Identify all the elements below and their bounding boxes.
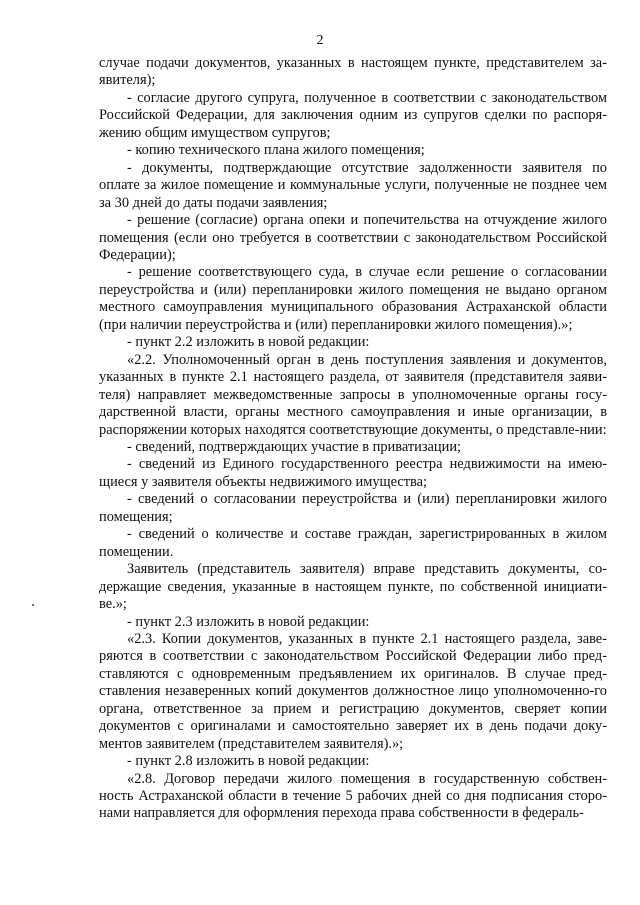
list-item-technical-plan: - копию технического плана жилого помещения; (127, 142, 425, 159)
list-item-redevelopment-approval: - сведений о согласовании переустройства и (или) перепланировки жилого помещения; (99, 491, 607, 525)
amendment-heading-2-3: - пункт 2.3 изложить в новой редакции: (127, 613, 370, 630)
amendment-heading-2-2: - пункт 2.2 изложить в новой редакции: (127, 334, 370, 351)
clause-2-8: «2.8. Договор передачи жилого помещения в государственную собствен-ность Астраханской области в течение 5 рабочих дней со дня подписания сторо-нами направляется для оформления перехода права собственности в федераль- (99, 770, 607, 822)
scan-speck (32, 604, 34, 606)
list-item-spouse-consent: - согласие другого супруга, полученное в соответствии с законодательством Российской Федерации, для заключения одним из супругов сделки по распоря-жению общим имуществом супругов; (99, 89, 607, 141)
list-item-guardianship-decision: - решение (согласие) органа опеки и попечительства на отчуждение жилого помещения (если оно требуется в соответствии с законодательством Российской Федерации); (99, 212, 607, 263)
list-item-real-estate-registry: - сведений из Единого государственного реестра недвижимости на имею-щиеся у заявителя объекты недвижимого имущества; (99, 456, 607, 490)
list-item-court-decision: - решение соответствующего суда, в случае если решение о согласовании переустройства и (или) перепланировки жилого помещения не выдано органом местного самоуправления муниципального образования Астраханской области (при наличии переустройства и (или) перепланировки жилого помещения).»; (99, 264, 607, 333)
list-item-privatization: - сведений, подтверждающих участие в приватизации; (127, 438, 462, 455)
applicant-right-paragraph: Заявитель (представитель заявителя) вправе представить документы, со-держащие сведения, указанные в настоящем пункте, по собственной инициати-ве.»; (99, 561, 607, 613)
clause-2-2: «2.2. Уполномоченный орган в день поступления заявления и документов, указанных в пункте 2.1 настоящего раздела, от заявителя (представителя заяви-теля) направляет межведомственные запросы в уполномоченные органы госу-дарственной власти, органы местного самоуправления и иные организации, в распоряжении которых находятся соответствующие документы, о представле-нии: (99, 351, 607, 438)
page-number: 2 (316, 33, 324, 48)
list-item-no-debt-documents: - документы, подтверждающие отсутствие задолженности заявителя по оплате за жилое помещение и коммунальные услуги, полученные не позднее чем за 30 дней до даты подачи заявления; (99, 159, 607, 211)
clause-2-3: «2.3. Копии документов, указанных в пункте 2.1 настоящего раздела, заве-ряются в соответствии с законодательством Российской Федерации либо пред-ставляются с одновременным предъявлением их оригиналов. В случае пред-ставления незаверенных копий документов должностное лицо уполномоченно-го органа, ответственное за прием и регистрацию документов, сверяет копии документов с оригиналами и самостоятельно заверяет их в день подачи доку-ментов заявителем (представителем заявителя).»; (99, 630, 607, 752)
document-body (99, 55, 607, 823)
paragraph-continuation: случае подачи документов, указанных в настоящем пункте, представителем за-явителя); (99, 55, 607, 89)
list-item-registered-citizens: - сведений о количестве и составе граждан, зарегистрированных в жилом помещении. (99, 526, 607, 560)
amendment-heading-2-8: - пункт 2.8 изложить в новой редакции: (127, 753, 370, 770)
